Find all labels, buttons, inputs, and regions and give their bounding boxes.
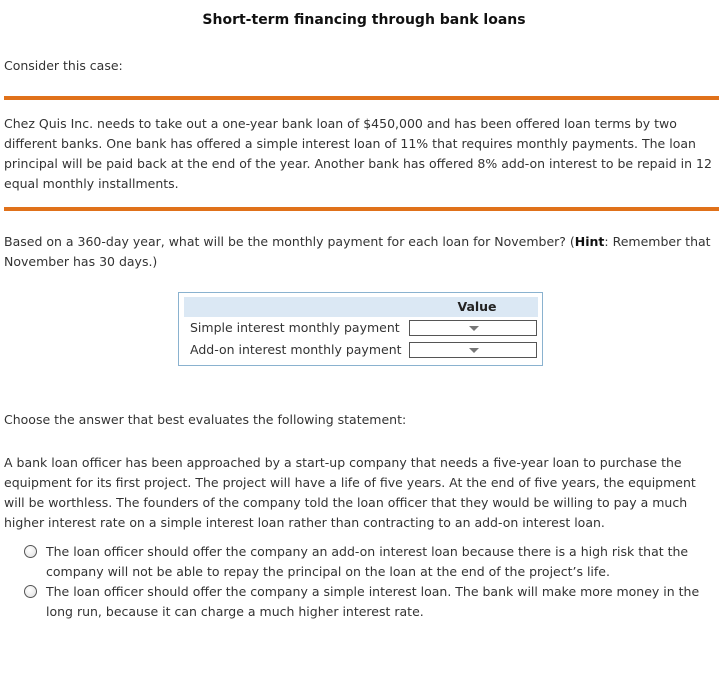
question-after-hint: : Remember that November has 30 days.) xyxy=(4,234,711,269)
value-table-header xyxy=(184,297,538,317)
intro-text: Consider this case: xyxy=(4,58,123,73)
divider-top xyxy=(4,96,719,100)
divider-bottom xyxy=(4,207,719,211)
simple-interest-label: Simple interest monthly payment xyxy=(190,320,400,335)
add-on-interest-label: Add-on interest monthly payment xyxy=(190,342,402,357)
question-before-hint: Based on a 360-day year, what will be the monthly payment for each loan for November? ( xyxy=(4,234,575,249)
question-text xyxy=(4,232,720,272)
chevron-down-icon xyxy=(469,326,479,331)
value-column-header: Value xyxy=(457,299,497,314)
radio-button[interactable] xyxy=(24,545,37,558)
simple-interest-dropdown[interactable] xyxy=(409,320,537,336)
answer-option-1-text: The loan officer should offer the company an add-on interest loan because there is a high risk that the company will not be able to repay the principal on the loan at the end of the project’s life. xyxy=(46,544,689,579)
case-text: Chez Quis Inc. needs to take out a one-year bank loan of $450,000 and has been offered loan terms by two different banks. One bank has offered a simple interest loan of 11% that requires monthly payments. The loan principal will be paid back at the end of the year. Another bank has offered 8% add-on interest to be repaid in 12 equal monthly installments. xyxy=(4,116,712,191)
radio-button[interactable] xyxy=(24,585,37,598)
answer-option-2-text: The loan officer should offer the company a simple interest loan. The bank will make more money in the long run, because it can charge a much higher interest rate. xyxy=(46,584,700,619)
choose-prompt: Choose the answer that best evaluates the following statement: xyxy=(4,412,407,427)
add-on-interest-dropdown[interactable] xyxy=(409,342,537,358)
statement-text: A bank loan officer has been approached by a start-up company that needs a five-year loan to purchase the equipment for its first project. The project will have a life of five years. At the end of five years, the equipment will be worthless. The founders of the company told the loan officer that they would be willing to pay a much higher interest rate on a simple interest loan rather than contracting to an add-on interest loan. xyxy=(4,455,696,530)
page-title: Short-term financing through bank loans xyxy=(202,12,526,28)
value-table xyxy=(178,292,543,366)
hint-label: Hint xyxy=(574,234,605,249)
chevron-down-icon xyxy=(469,348,479,353)
